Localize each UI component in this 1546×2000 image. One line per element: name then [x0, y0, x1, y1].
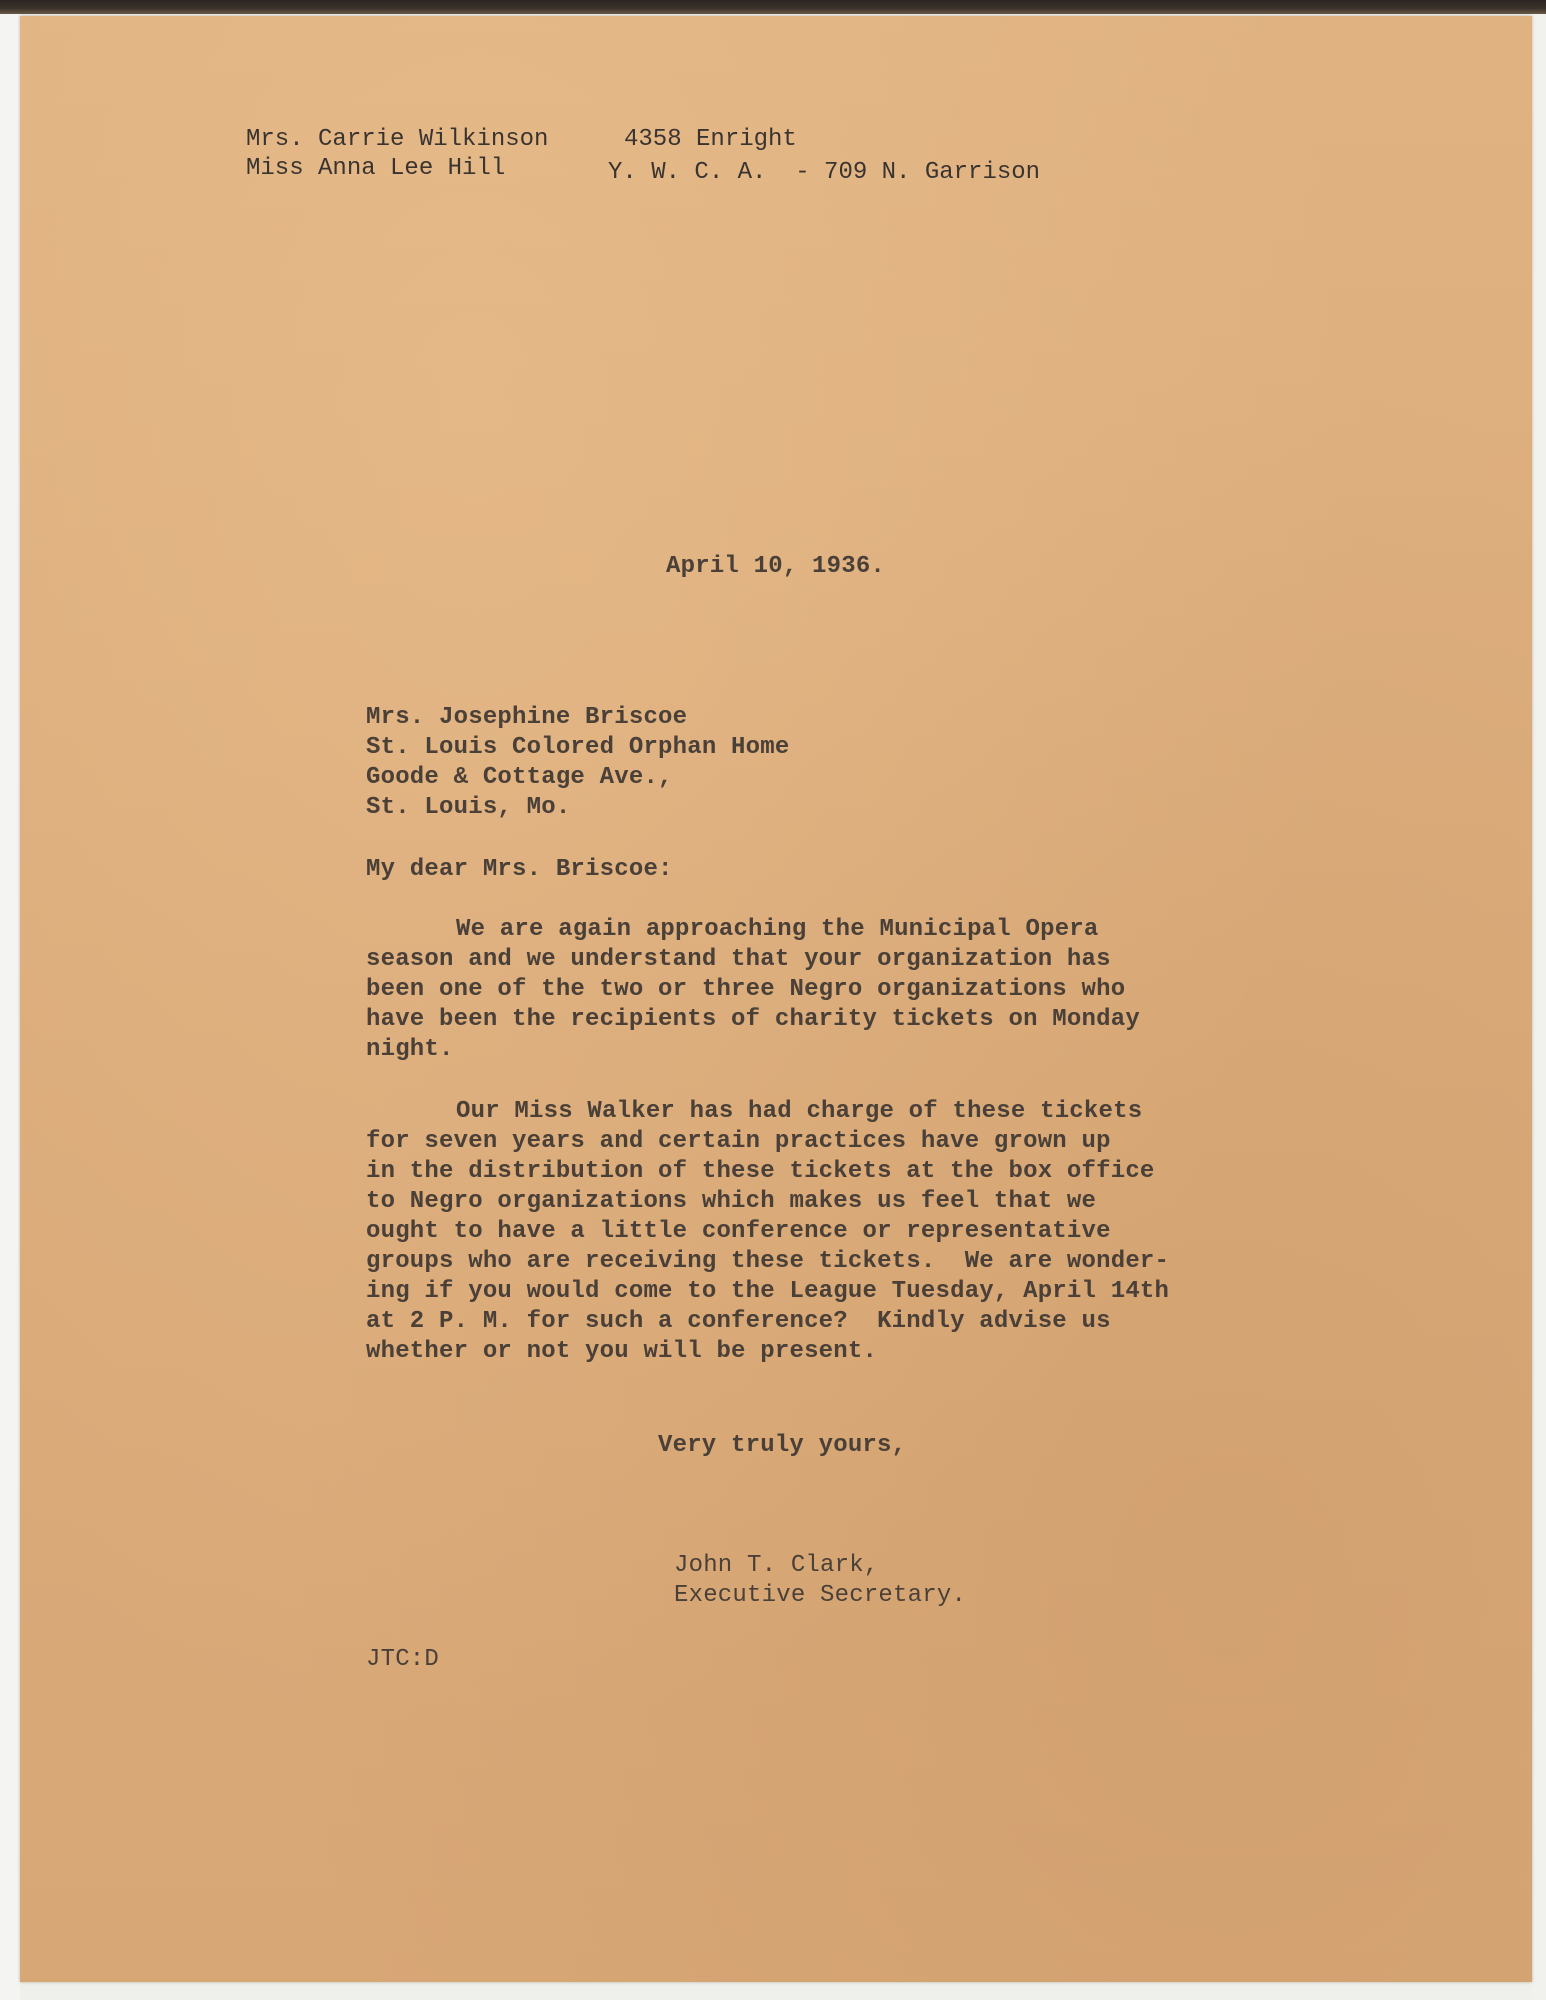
paragraph-2-line-6: groups who are receiving these tickets. We are wonder-	[366, 1248, 1170, 1275]
header-name-2: Miss Anna Lee Hill	[246, 155, 506, 182]
recipient-line-1: Mrs. Josephine Briscoe	[366, 704, 688, 731]
typist-initials: JTC:D	[366, 1646, 440, 1673]
paragraph-2-line-7: ing if you would come to the League Tuesday, April 14th	[366, 1278, 1170, 1305]
recipient-line-4: St. Louis, Mo.	[366, 794, 571, 821]
salutation: My dear Mrs. Briscoe:	[366, 856, 673, 883]
paragraph-1-line-5: night.	[366, 1036, 454, 1063]
paragraph-1-line-4: have been the recipients of charity tickets on Monday	[366, 1006, 1140, 1033]
recipient-line-2: St. Louis Colored Orphan Home	[366, 734, 790, 761]
paragraph-2-line-3: in the distribution of these tickets at the box office	[366, 1158, 1155, 1185]
header-name-1: Mrs. Carrie Wilkinson	[246, 126, 549, 153]
scan-right-margin	[1532, 14, 1546, 2000]
header-address-1: 4358 Enright	[624, 126, 797, 153]
paragraph-2-line-2: for seven years and certain practices have grown up	[366, 1128, 1111, 1155]
closing: Very truly yours,	[658, 1432, 907, 1459]
paragraph-1-line-1: We are again approaching the Municipal Opera	[456, 916, 1099, 943]
paragraph-2-line-8: at 2 P. M. for such a conference? Kindly advise us	[366, 1308, 1111, 1335]
paragraph-1-line-2: season and we understand that your organization has	[366, 946, 1111, 973]
paragraph-1-line-3: been one of the two or three Negro organizations who	[366, 976, 1126, 1003]
header-address-2: Y. W. C. A. - 709 N. Garrison	[608, 159, 1041, 186]
scan-top-edge	[0, 0, 1546, 14]
letter-date: April 10, 1936.	[666, 553, 886, 580]
signature-name: John T. Clark,	[674, 1552, 879, 1579]
scan-left-margin	[0, 14, 20, 2000]
recipient-line-3: Goode & Cottage Ave.,	[366, 764, 673, 791]
signature-title: Executive Secretary.	[674, 1582, 967, 1609]
paragraph-2-line-5: ought to have a little conference or representative	[366, 1218, 1111, 1245]
paragraph-2-line-4: to Negro organizations which makes us feel that we	[366, 1188, 1097, 1215]
paragraph-2-line-9: whether or not you will be present.	[366, 1338, 878, 1365]
paragraph-2-line-1: Our Miss Walker has had charge of these tickets	[456, 1098, 1143, 1125]
